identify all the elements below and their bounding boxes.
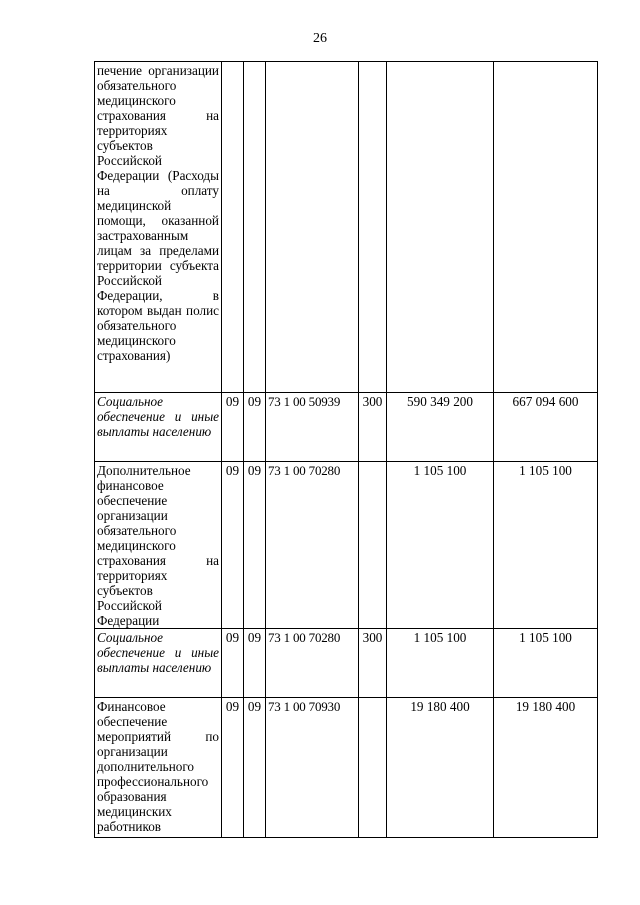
amount-1-cell: 1 105 100: [387, 462, 494, 629]
table-row: [95, 393, 598, 462]
vr-cell: [359, 462, 387, 629]
csr-cell: 73 1 00 70280: [266, 629, 359, 698]
rz-cell: [222, 62, 244, 393]
csr-cell: 73 1 00 70930: [266, 698, 359, 838]
row-name-cell: Социальное обеспечение и иные выплаты населению: [95, 629, 222, 698]
pr-cell: 09: [244, 462, 266, 629]
table-row: [95, 62, 598, 393]
rz-cell: 09: [222, 393, 244, 462]
row-name-cell: печение организации обязательного медицинского страхования на территориях субъектов Российской Федерации (Расходы на оплату медицинской помощи, оказанной застрахованным лицам за пределами территории субъекта Российской Федерации, в котором выдан полис обязательного медицинского страхования): [95, 62, 222, 393]
amount-1-cell: 19 180 400: [387, 698, 494, 838]
amount-2-cell: [494, 62, 598, 393]
amount-1-cell: 1 105 100: [387, 629, 494, 698]
rz-cell: 09: [222, 629, 244, 698]
page-number: 26: [313, 31, 327, 46]
row-name-cell: Социальное обеспечение и иные выплаты населению: [95, 393, 222, 462]
csr-cell: 73 1 00 50939: [266, 393, 359, 462]
amount-2-cell: 667 094 600: [494, 393, 598, 462]
amount-2-cell: 1 105 100: [494, 629, 598, 698]
row-name-cell: Финансовое обеспечение мероприятий по организации дополнительного профессионального образования медицинских работников: [95, 698, 222, 838]
amount-2-cell: 19 180 400: [494, 698, 598, 838]
pr-cell: [244, 62, 266, 393]
rz-cell: 09: [222, 698, 244, 838]
row-name-cell: Дополнительное финансовое обеспечение организации обязательного медицинского страхования на территориях субъектов Российской Федерации: [95, 462, 222, 629]
vr-cell: [359, 698, 387, 838]
vr-cell: [359, 62, 387, 393]
table-row: [95, 698, 598, 838]
table-row: [95, 462, 598, 629]
pr-cell: 09: [244, 629, 266, 698]
vr-cell: 300: [359, 629, 387, 698]
amount-2-cell: 1 105 100: [494, 462, 598, 629]
vr-cell: 300: [359, 393, 387, 462]
rz-cell: 09: [222, 462, 244, 629]
table-row: [95, 629, 598, 698]
budget-table: [94, 61, 598, 838]
csr-cell: [266, 62, 359, 393]
pr-cell: 09: [244, 698, 266, 838]
amount-1-cell: 590 349 200: [387, 393, 494, 462]
csr-cell: 73 1 00 70280: [266, 462, 359, 629]
pr-cell: 09: [244, 393, 266, 462]
amount-1-cell: [387, 62, 494, 393]
